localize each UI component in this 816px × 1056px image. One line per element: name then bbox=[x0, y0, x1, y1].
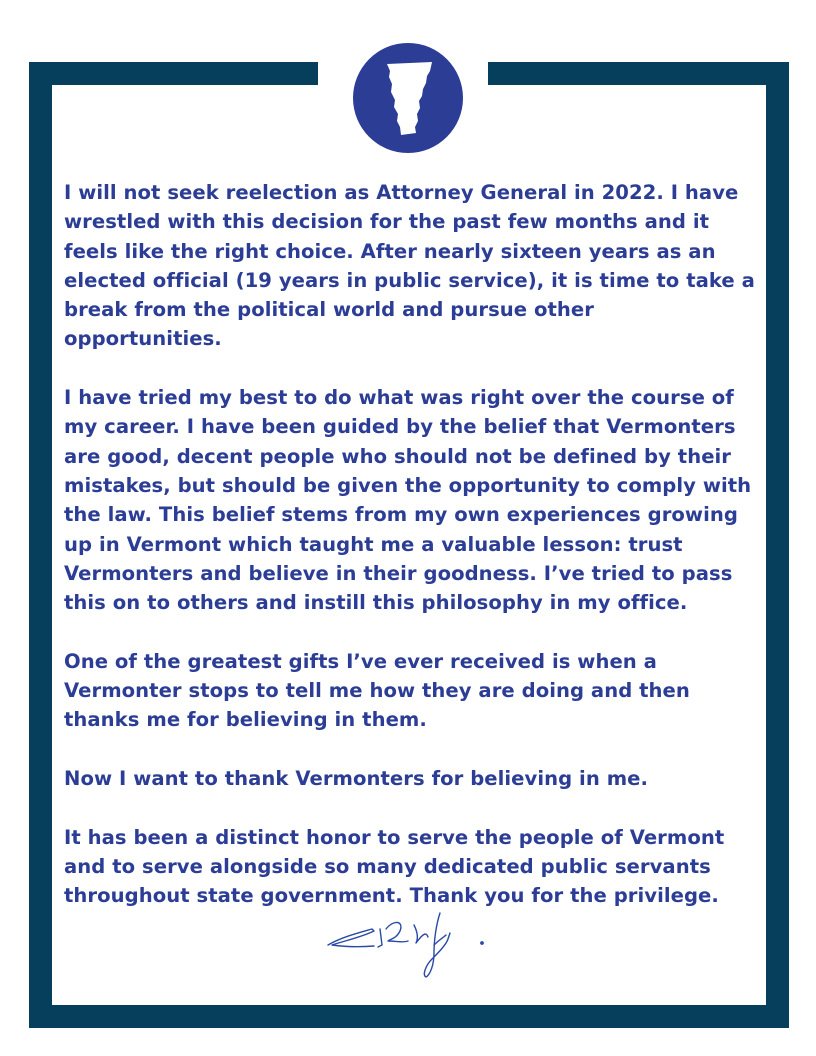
signature bbox=[322, 905, 502, 985]
signature-drawing bbox=[322, 905, 502, 985]
letter-paragraph: It has been a distinct honor to serve the people of Vermont and to serve alongside so many dedicated public servants throughout state government. Thank you for the privilege. bbox=[64, 825, 725, 908]
letter-paragraph: I will not seek reelection as Attorney General in 2022. I have wrestled with this decision for the past few months and it feels like the right choice. After nearly sixteen years as an elected official (19 years in public service), it is time to take a break from the political world and pursue other opportunities. bbox=[64, 181, 755, 351]
vermont-outline-shape bbox=[353, 43, 463, 153]
letter-paragraph: Now I want to thank Vermonters for believing in me. bbox=[64, 766, 648, 790]
vermont-state-outline-icon bbox=[353, 43, 463, 153]
letter-paragraph: One of the greatest gifts I’ve ever received is when a Vermonter stops to tell me how they are doing and then thanks me for believing in them. bbox=[64, 649, 690, 732]
letter-paragraph: I have tried my best to do what was right over the course of my career. I have been guided by the belief that Vermonters are good, decent people who should not be defined by their mistakes, but should be given the opportunity to comply with the law. This belief stems from my own experiences growing up in Vermont which taught me a valuable lesson: trust Vermonters and believe in their goodness. I’ve tried to pass this on to others and instill this philosophy in my office. bbox=[64, 386, 752, 615]
letter-body bbox=[64, 178, 756, 940]
